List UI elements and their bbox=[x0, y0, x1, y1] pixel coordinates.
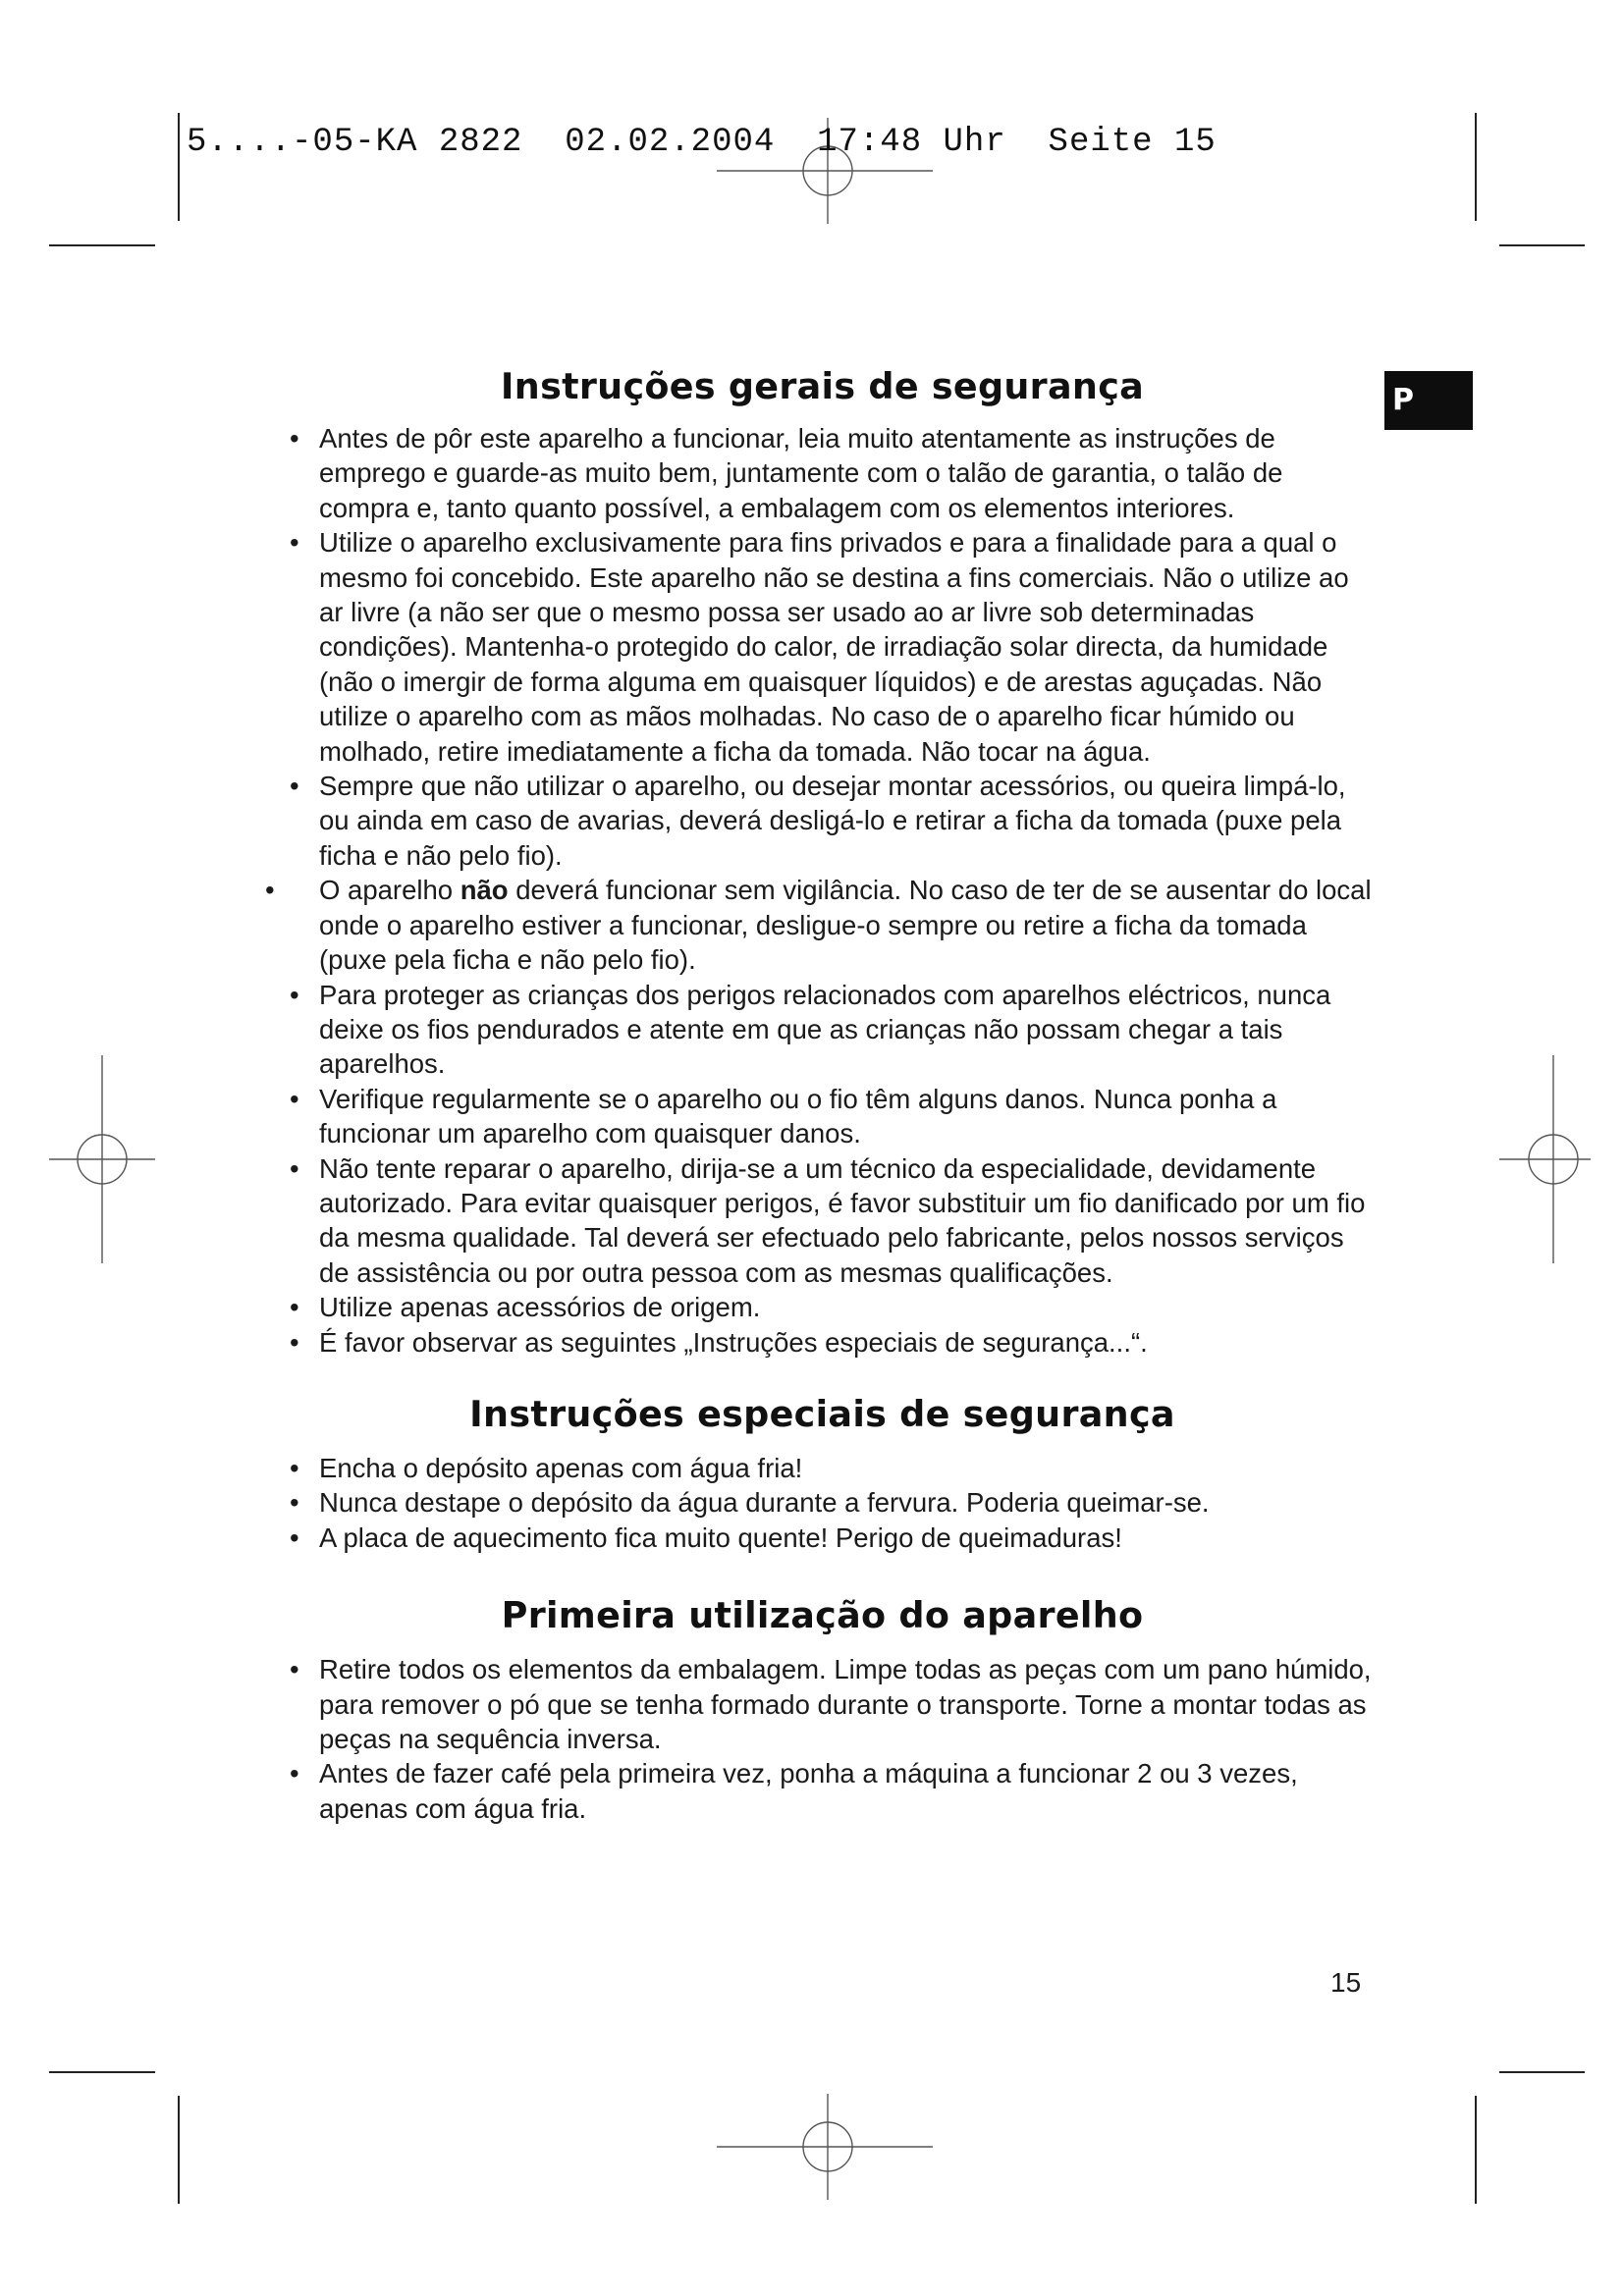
list-item: • Antes de fazer café pela primeira vez, ponha a máquina a funcionar 2 ou 3 vezes, apenas com água fria. bbox=[265, 1756, 1380, 1826]
list-item-text: O aparelho bbox=[319, 875, 460, 906]
list-item-text: deverá funcionar sem vigilância. No caso de ter de se ausentar do local onde o aparelho estiver a funcionar, desligue-o sempre ou retire a ficha da tomada (puxe pela ficha e não pelo fio). bbox=[319, 875, 1372, 976]
list-item: • Encha o depósito apenas com água fria! bbox=[265, 1451, 1380, 1485]
list-item bbox=[265, 873, 1380, 977]
page-number: 15 bbox=[1330, 1967, 1362, 1998]
general-safety-list bbox=[265, 421, 1380, 1360]
print-header: 5....-05-KA 2822 02.02.2004 17:48 Uhr Seite 15 bbox=[187, 124, 1217, 161]
list-item: • Retire todos os elementos da embalagem. Limpe todas as peças com um pano húmido, para remover o pó que se tenha formado durante o transporte. Torne a montar todas as peças na sequência inversa. bbox=[265, 1652, 1380, 1756]
page-content bbox=[265, 365, 1380, 1826]
list-item: • Não tente reparar o aparelho, dirija-se a um técnico da especialidade, devidamente autorizado. Para evitar quaisquer perigos, é favor substituir um fio danificado por um fio da mesma qualidade. Tal deverá ser efectuado pelo fabricante, pelos nossos serviços de assistência ou por outra pessoa com as mesmas qualificações. bbox=[265, 1151, 1380, 1291]
language-tab: P bbox=[1384, 371, 1473, 430]
list-item: • A placa de aquecimento fica muito quente! Perigo de queimaduras! bbox=[265, 1521, 1380, 1555]
first-use-list bbox=[265, 1652, 1380, 1826]
list-item: • Para proteger as crianças dos perigos relacionados com aparelhos eléctricos, nunca deixe os fios pendurados e atente em que as crianças não possam chegar a tais aparelhos. bbox=[265, 978, 1380, 1082]
list-item: • Verifique regularmente se o aparelho ou o fio têm alguns danos. Nunca ponha a funcionar um aparelho com quaisquer danos. bbox=[265, 1082, 1380, 1151]
list-item: • É favor observar as seguintes „Instruções especiais de segurança...“. bbox=[265, 1325, 1380, 1360]
list-item: • Utilize apenas acessórios de origem. bbox=[265, 1290, 1380, 1324]
list-item: • Antes de pôr este aparelho a funcionar, leia muito atentamente as instruções de emprego e guarde-as muito bem, juntamente com o talão de garantia, o talão de compra e, tanto quanto possível, a embalagem com os elementos interiores. bbox=[265, 421, 1380, 525]
list-item: • Sempre que não utilizar o aparelho, ou desejar montar acessórios, ou queira limpá-lo, ou ainda em caso de avarias, deverá desligá-lo e retirar a ficha da tomada (puxe pela ficha e não pelo fio). bbox=[265, 769, 1380, 873]
special-safety-list bbox=[265, 1451, 1380, 1555]
section-title-general-safety: Instruções gerais de segurança bbox=[500, 365, 1145, 407]
list-item: • Nunca destape o depósito da água durante a fervura. Poderia queimar-se. bbox=[265, 1485, 1380, 1520]
list-item-emphasis: não bbox=[460, 875, 509, 906]
list-item: • Utilize o aparelho exclusivamente para fins privados e para a finalidade para a qual o mesmo foi concebido. Este aparelho não se destina a fins comerciais. Não o utilize ao ar livre (a não ser que o mesmo possa ser usado ao ar livre sob determinadas condições). Mantenha-o protegido do calor, de irradiação solar directa, da humidade (não o imergir de forma alguma em quaisquer líquidos) e de arestas aguçadas. Não utilize o aparelho com as mãos molhadas. No caso de o aparelho ficar húmido ou molhado, retire imediatamente a ficha da tomada. Não tocar na água. bbox=[265, 525, 1380, 769]
section-title-first-use: Primeira utilização do aparelho bbox=[501, 1594, 1144, 1637]
section-title-special-safety: Instruções especiais de segurança bbox=[469, 1392, 1175, 1435]
